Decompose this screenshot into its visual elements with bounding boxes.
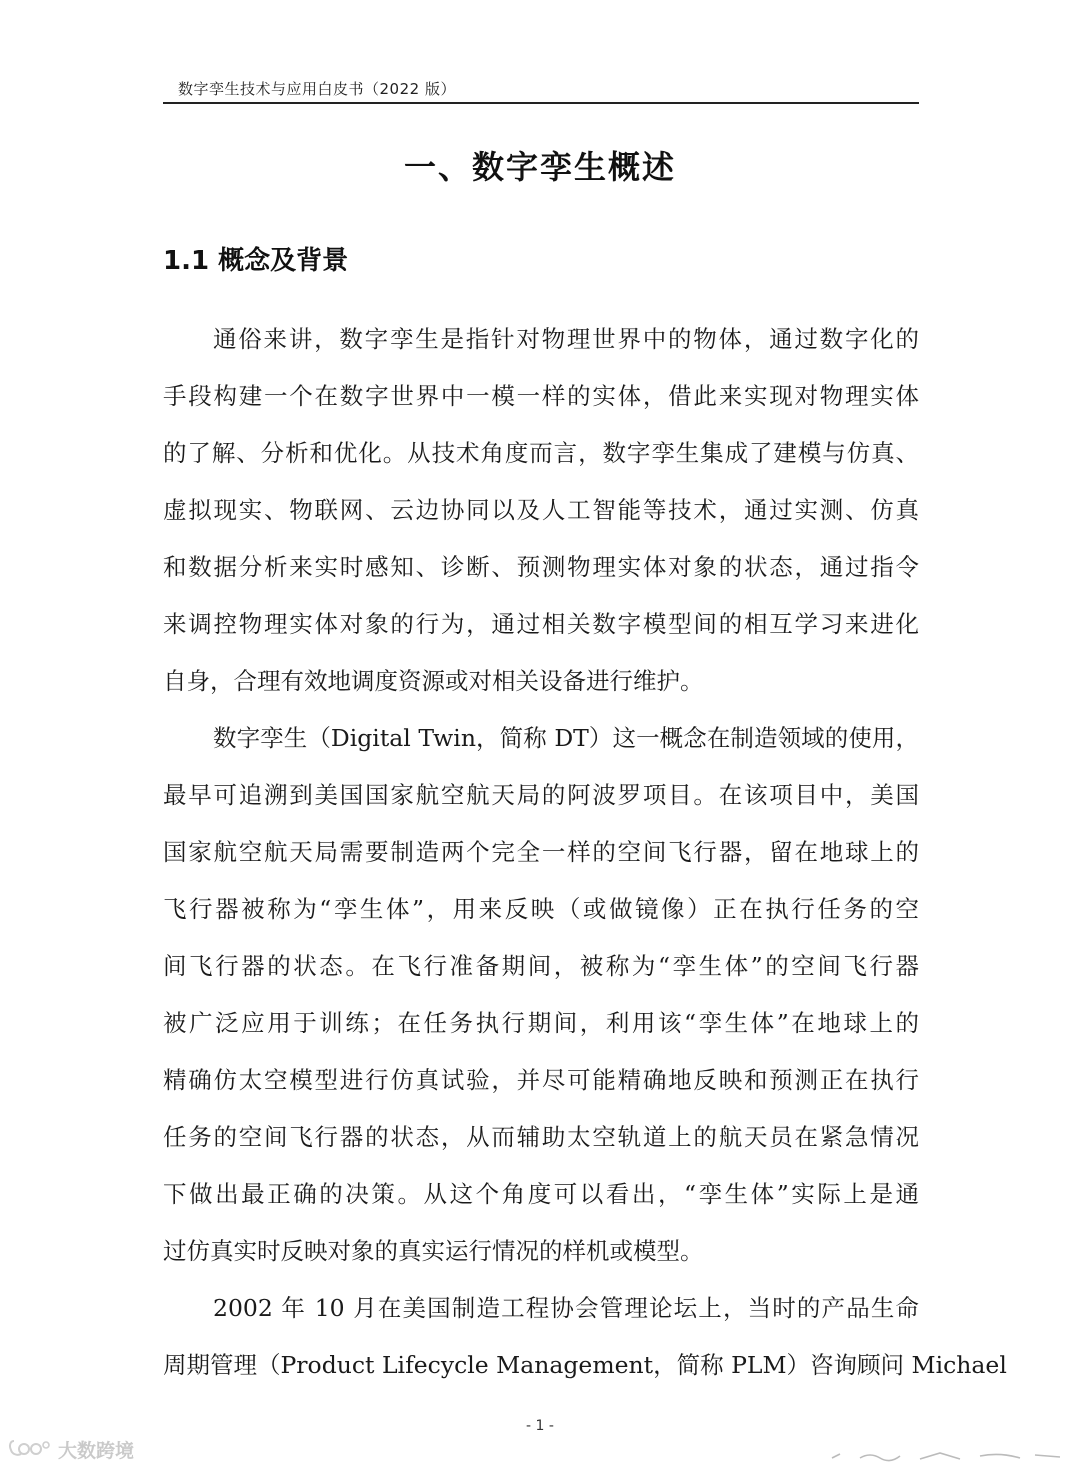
paragraph-2-line: 任务的空间飞行器的状态，从而辅助太空轨道上的航天员在紧急情况 [163,1123,919,1151]
paragraph-1-line: 手段构建一个在数字世界中一模一样的实体，借此来实现对物理实体 [163,382,919,410]
watermark-logo-icon [8,1437,52,1461]
page-number: - 1 - [526,1418,554,1434]
watermark-text: 大数跨境 [58,1439,135,1462]
paragraph-2-line: 被广泛应用于训练；在任务执行期间，利用该“孪生体”在地球上的 [163,1009,919,1037]
paragraph-1-line: 通俗来讲，数字孪生是指针对物理世界中的物体，通过数字化的 [213,325,919,353]
paragraph-1-line: 虚拟现实、物联网、云边协同以及人工智能等技术，通过实测、仿真 [163,496,919,524]
paragraph-1-line: 自身，合理有效地调度资源或对相关设备进行维护。 [163,667,704,695]
paragraph-2-line: 数字孪生（Digital Twin，简称 DT）这一概念在制造领域的使用， [213,724,919,752]
paragraph-3-line: 2002 年 10 月在美国制造工程协会管理论坛上，当时的产品生命 [213,1294,919,1322]
watermark [8,1436,134,1462]
paragraph-2-line: 国家航空航天局需要制造两个完全一样的空间飞行器，留在地球上的 [163,838,919,866]
paragraph-2-line: 飞行器被称为“孪生体”，用来反映（或做镜像）正在执行任务的空 [163,895,919,923]
paragraph-2-line: 过仿真实时反映对象的真实运行情况的样机或模型。 [163,1237,704,1265]
paragraph-1-line: 的了解、分析和优化。从技术角度而言，数字孪生集成了建模与仿真、 [163,439,919,467]
body-text [163,318,1007,1401]
watermark-scribble-icon [830,1450,1070,1462]
chapter-title: 一、数字孪生概述 [403,148,676,186]
paragraph-1-line: 和数据分析来实时感知、诊断、预测物理实体对象的状态，通过指令 [163,553,919,581]
paragraph-2-line: 最早可追溯到美国国家航空航天局的阿波罗项目。在该项目中，美国 [163,781,919,809]
running-header-title: 数字孪生技术与应用白皮书（2022 版） [178,80,456,98]
paragraph-1-line: 来调控物理实体对象的行为，通过相关数字模型间的相互学习来进化 [163,610,919,638]
paragraph-2-line: 间飞行器的状态。在飞行准备期间，被称为“孪生体”的空间飞行器 [163,952,919,980]
section-title: 1.1 概念及背景 [163,246,349,276]
running-header [163,76,919,104]
paragraph-2-line: 下做出最正确的决策。从这个角度可以看出，“孪生体”实际上是通 [163,1180,919,1208]
paragraph-3-line: 周期管理（Product Lifecycle Management，简称 PLM）咨询顾问 Michael [163,1351,1007,1379]
paragraph-2-line: 精确仿太空模型进行仿真试验，并尽可能精确地反映和预测正在执行 [163,1066,919,1094]
